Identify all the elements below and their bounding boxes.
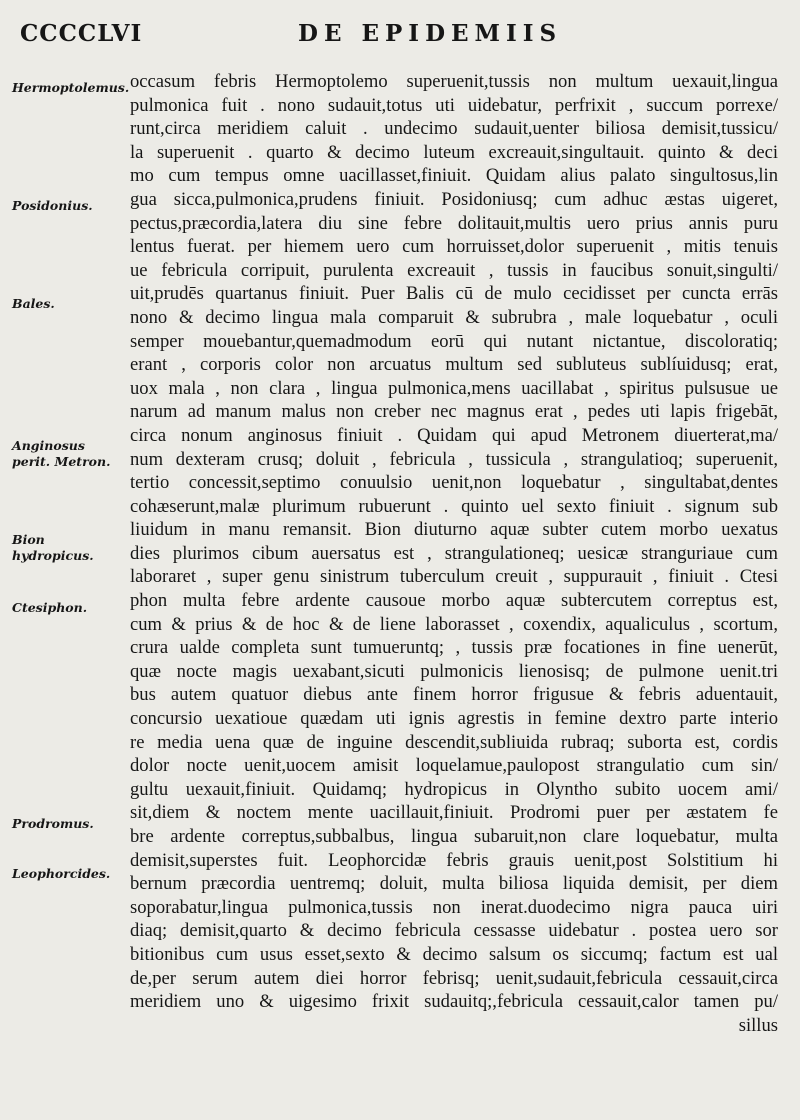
text-line: soporabatur,lingua pulmonica,tussis non inerat.duodecimo nigra pauca uiri [130,896,778,918]
margin-note-bion: Bion hydropicus. [12,532,94,563]
text-line: meridiem uno & uigesimo frixit sudauitq;,febricula cessauit,calor tamen pu/ [130,991,778,1013]
text-line: ue febricula corripuit, purulenta excreauit , tussis in faucibus sonuit,singulti/ [130,259,778,281]
margin-note-ctesiphon: Ctesiphon. [12,600,88,615]
text-line: bre ardente correptus,subbalbus, lingua subaruit,non clare loquebatur, multa [130,826,778,847]
text-line: bernum præcordia uentremq; doluit, multa biliosa liquida demisit, per diem [130,873,778,895]
margin-note-metron: Anginosus perit. Metron. [12,438,111,469]
text-line: tertio concessit,septimo conuulsio uenit,non loquebatur , singultabat,dentes [130,472,778,494]
text-line: sillus [738,1014,778,1036]
text-line: liuidum in manu remansit. Bion diuturno aquæ subter cutem morbo uexatus [130,519,778,541]
text-line: uit,prudēs quartanus finiuit. Puer Balis cū de mulo cecidisset per cuncta errās [130,283,778,305]
text-line: bitionibus cum usus esset,sexto & decimo salsum os siccumq; factum est ual [130,943,778,965]
text-line: dolor nocte uenit,uocem amisit loquelamue,paulopost strangulatio cum sin/ [130,755,778,777]
text-line: la superuenit . quarto & decimo luteum excreauit,singultauit. quinto & deci [130,141,778,163]
margin-note-hermoptolemus: Hermoptolemus. [12,80,130,95]
text-line: diaq; demisit,quarto & decimo febricula cessasse uidebatur . postea uero sor [130,920,778,942]
text-line: gultu uexauit,finiuit. Quidamq; hydropicus in Olyntho subito uocem ami/ [130,778,778,800]
margin-note-posidonius: Posidonius. [12,198,93,213]
folio-number: CCCCLVI [20,20,143,47]
text-line: phon multa febre ardente causoue morbo aquæ subtercutem correptus est, [130,590,778,612]
running-title: DE EPIDEMIIS [298,20,563,47]
text-line: pulmonica fuit . nono sudauit,totus uti uidebatur, perfrixit , succum porrexe/ [130,94,778,116]
text-line: demisit,superstes fuit. Leophorcidæ febris grauis uenit,post Solstitium hi [130,849,778,871]
text-line: bus autem quatuor diebus ante finem horror frigusue & febris aduentauit, [130,684,778,706]
text-line: narum ad manum malus non creber nec magnus erat , pedes uti lapis frigebāt, [130,401,778,423]
text-line: crura ualde completa sunt tumueruntq; , tussis præ focationes in fine uenerūt, [130,637,778,659]
text-line: sit,diem & noctem mente uacillauit,finiuit. Prodromi puer per æstatem fe [130,802,778,824]
text-line: uox mala , non clara , lingua pulmonica,mens uacillabat , spiritus pulsusue ue [130,377,778,399]
text-line: concursio uexatioue quædam uti ignis agrestis in femine dextro parte interio [130,708,778,730]
margin-note-leophorcides: Leophorcides. [12,866,111,881]
text-line: pectus,præcordia,latera diu sine febre dolitauit,multis uero prius annis puru [130,212,778,234]
text-line: gua sicca,pulmonica,prudens finiuit. Posidoniusq; cum adhuc æstas uigeret, [130,188,778,210]
body-text [130,70,778,1037]
margin-note-bales: Bales. [12,296,55,311]
text-line: cum & prius & de hoc & de liene laborasset , coxendix, aqualiculus , scortum, [130,613,778,635]
text-line: dies plurimos cibum auersatus est , strangulationeq; uesicæ stranguriaue cum [130,542,778,564]
text-line: de,per serum autem diei horror febrisq; uenit,sudauit,febricula cessauit,circa [130,967,778,989]
margin-note-prodromus: Prodromus. [12,816,94,831]
text-line: quæ nocte magis uexabant,sicuti pulmonicis lienosisq; de pulmone uenit.tri [130,660,778,682]
text-line: circa nonum anginosus finiuit . Quidam qui apud Metronem diuerterat,ma/ [130,424,778,446]
text-line: occasum febris Hermoptolemo superuenit,tussis non multum uexauit,lingua [130,71,778,92]
text-line: laboraret , super genu sinistrum tuberculum creuit , suppurauit , finiuit . Ctesi [130,566,778,588]
text-line: re media uena quæ de inguine descendit,subliuida rubraq; suborta est, cordis [130,731,778,753]
text-line: erant , corporis color non arcuatus multum sed subluteus sublíuidusq; erat, [130,354,778,376]
text-line: cohæserunt,malæ plurimum rubuerunt . quinto uel sexto finiuit . signum sub [130,495,778,517]
text-line: semper mouebantur,quemadmodum eorū qui nutant nictantue, discoloratiq; [130,330,778,352]
text-line: lentus fuerat. per hiemem uero cum horruisset,dolor superuenit , mitis tenuis [130,236,778,258]
text-line: num dexteram crusq; doluit , febricula , tussicula , strangulatioq; superuenit, [130,448,778,470]
text-line: nono & decimo lingua mala comparuit & subrubra , male loquebatur , oculi [130,306,778,328]
text-line: runt,circa meridiem caluit . undecimo sudauit,uenter biliosa demisit,tussicu/ [130,118,778,140]
text-line: mo cum tempus omne uacillasset,finiuit. Quidam alius palato singultosus,lin [130,165,778,187]
